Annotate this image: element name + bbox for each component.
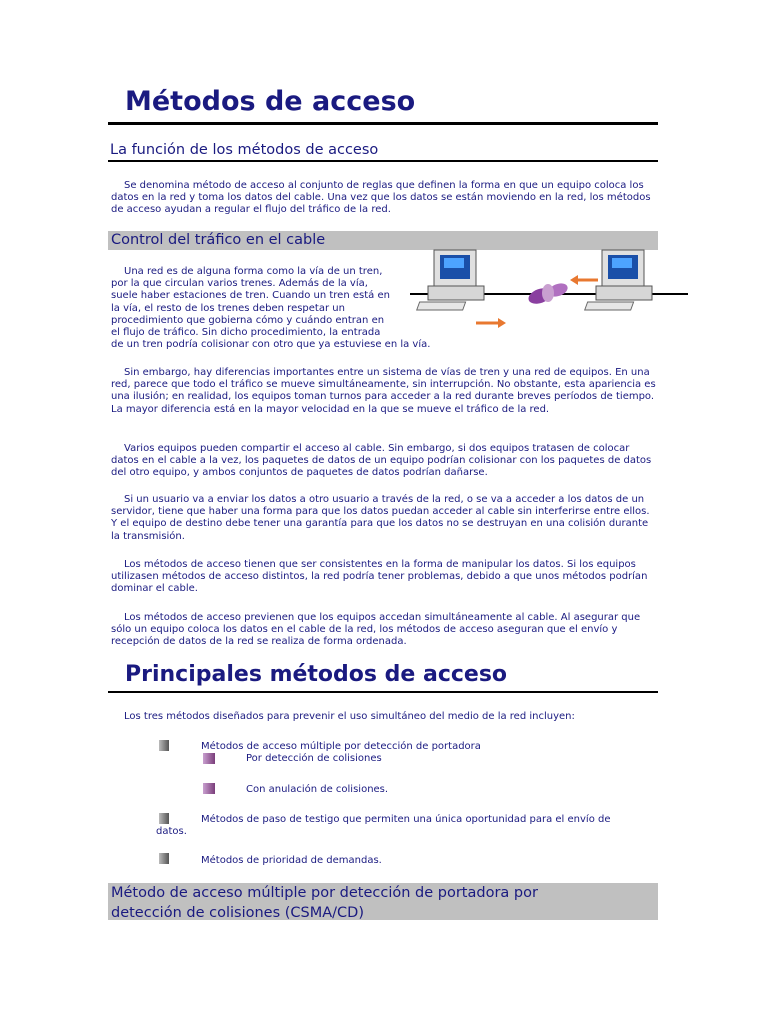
paragraph-train-analogy: Una red es de alguna forma como la vía de un tren, por la que circulan varios trenes. Además de la vía, suele haber estaciones de tren. Cuando un tren está en la vía, el resto de los trenes deben respetar un procedimiento que gobierna cómo y cuándo entran en el flujo de tráfico. Sin dicho procedimiento, la entrada de un tren podría colisionar con otro que ya estuviese en la vía. bbox=[111, 266, 431, 351]
bullet-icon bbox=[159, 740, 169, 751]
paragraph-prevention: Los métodos de acceso previenen que los equipos accedan simultáneamente al cable. Al asegurar que sólo un equipo coloca los datos en el cable de la red, los métodos de acceso aseguran que el envío y recepción de datos de la red se realiza de forma ordenada. bbox=[111, 612, 641, 648]
list-item-token-cont: datos. bbox=[156, 826, 187, 837]
paragraph-definition: Se denomina método de acceso al conjunto de reglas que definen la forma en que un equipo coloca los datos en la red y toma los datos del cable. Una vez que los datos se están moviendo en la red, los métodos de acceso ayudan a regular el flujo del tráfico de la red. bbox=[111, 180, 651, 216]
section-heading-traffic: Control del tráfico en el cable bbox=[111, 232, 326, 248]
network-collision-illustration bbox=[410, 246, 690, 336]
bullet-icon bbox=[159, 853, 169, 864]
section-heading-csma-cd: Método de acceso múltiple por detección de portadora por detección de colisiones (CSMA/CD) bbox=[111, 885, 538, 921]
section-divider-main bbox=[108, 691, 658, 693]
paragraph-user-send: Si un usuario va a enviar los datos a otro usuario a través de la red, o se va a acceder a los datos de un servidor, tiene que haber una forma para que los datos puedan acceder al cable sin interferirse entre ellos. Y el equipo de destino debe tener una garantía para que los datos no se destruyan en una colisión durante la transmisión. bbox=[111, 494, 650, 542]
sub-bullet-icon bbox=[203, 753, 215, 764]
title-divider bbox=[108, 122, 658, 125]
list-item-token: Métodos de paso de testigo que permiten una única oportunidad para el envío de bbox=[201, 814, 611, 825]
collision-packets-icon bbox=[526, 281, 569, 307]
list-item-demand-priority: Métodos de prioridad de demandas. bbox=[201, 855, 382, 866]
methods-intro: Los tres métodos diseñados para prevenir el uso simultáneo del medio de la red incluyen: bbox=[124, 711, 575, 722]
section-heading-main-methods: Principales métodos de acceso bbox=[125, 662, 508, 687]
paragraph-sharing: Varios equipos pueden compartir el acceso al cable. Sin embargo, si dos equipos tratasen de colocar datos en el cable a la vez, los paquetes de datos de un equipo podrían colisionar con los paquetes de datos del otro equipo, y ambos conjuntos de paquetes de datos podrían dañarse. bbox=[111, 443, 652, 479]
left-computer-icon bbox=[417, 250, 484, 310]
arrow-right-icon bbox=[476, 318, 506, 328]
paragraph-consistency: Los métodos de acceso tienen que ser consistentes en la forma de manipular los datos. Si los equipos utilizasen métodos de acceso distintos, la red podría tener problemas, debido a que unos métodos podrían dominar el cable. bbox=[111, 559, 648, 595]
page-title: Métodos de acceso bbox=[125, 86, 416, 117]
paragraph-differences: Sin embargo, hay diferencias importantes entre un sistema de vías de tren y una red de equipos. En una red, parece que todo el tráfico se mueve simultáneamente, sin interrupción. No obstante, esta apariencia es una ilusión; en realidad, los equipos toman turnos para acceder a la red durante breves períodos de tiempo. La mayor diferencia está en la mayor velocidad en la que se mueve el tráfico de la red. bbox=[111, 367, 656, 415]
list-item-csma: Métodos de acceso múltiple por detección de portadora bbox=[201, 741, 481, 752]
list-subitem-cd: Por detección de colisiones bbox=[246, 753, 382, 764]
list-subitem-ca: Con anulación de colisiones. bbox=[246, 784, 389, 795]
bullet-icon bbox=[159, 813, 169, 824]
section-divider bbox=[108, 160, 658, 162]
sub-bullet-icon bbox=[203, 783, 215, 794]
arrow-left-icon bbox=[570, 275, 598, 285]
section-heading-function: La función de los métodos de acceso bbox=[110, 142, 379, 158]
